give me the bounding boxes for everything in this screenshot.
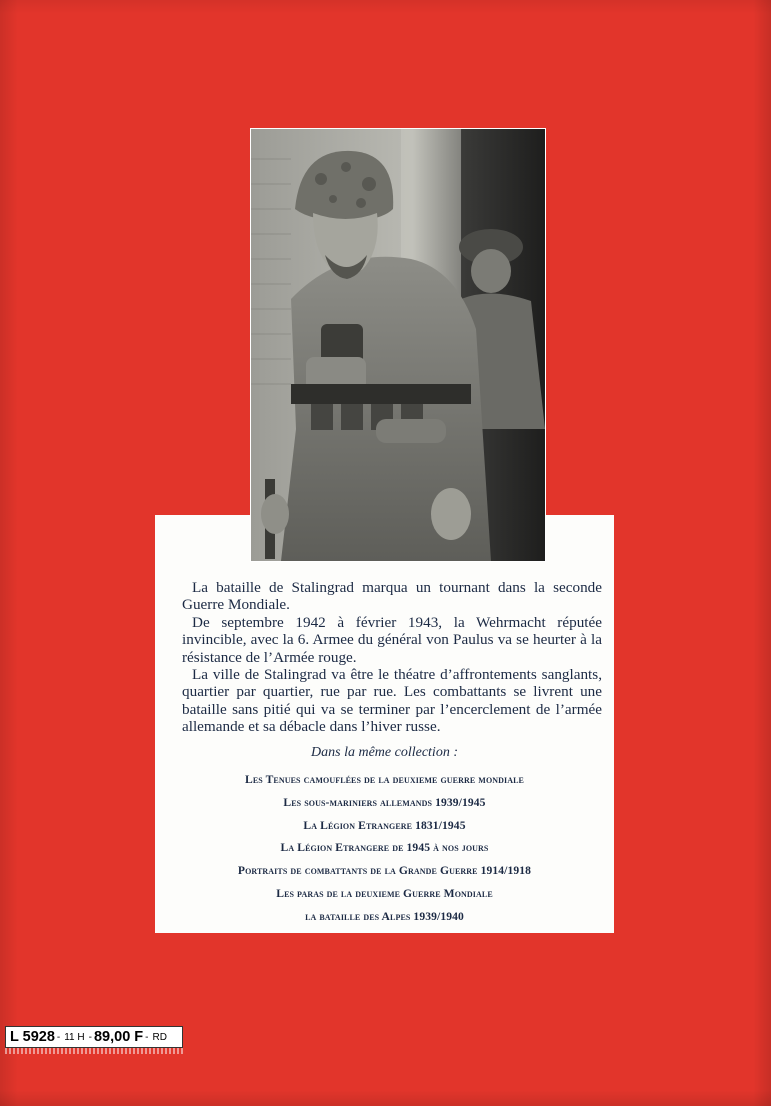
collection-title: Les sous-mariniers allemands 1939/1945 — [283, 795, 486, 809]
collection-title: La Légion Etrangere 1831/1945 — [303, 818, 466, 832]
price-separator: - — [88, 1031, 92, 1043]
text-panel — [155, 515, 614, 933]
collection-list — [155, 769, 614, 929]
price-separator: - — [145, 1031, 149, 1043]
collection-title: Les paras de la deuxieme Guerre Mondiale — [276, 886, 493, 900]
issue-code: 11 H — [64, 1031, 85, 1043]
synopsis-paragraph: De septembre 1942 à février 1943, la Wehrmacht réputée invincible, avec la 6. Armee du général von Paulus va se heurter à la résistance de l’Armée rouge. — [182, 613, 602, 666]
synopsis-paragraph: La ville de Stalingrad va être le théatre d’affrontements sanglants, quartier par quartier, rue par rue. Les combattants se livrent une bataille sans pitié qui va se terminer par l’encerclement de l’armée allemande et sa débacle dans l’hiver russe. — [182, 666, 602, 736]
distribution-code: RD — [152, 1031, 167, 1043]
collection-intro: Dans la même collection : — [311, 745, 458, 760]
collection-title: Les Tenues camouflées de la deuxieme guerre mondiale — [244, 773, 524, 786]
collection-title: la bataille des Alpes 1939/1940 — [305, 909, 464, 923]
synopsis-paragraph: La bataille de Stalingrad marqua un tournant dans la seconde Guerre Mondiale. — [182, 579, 602, 614]
sticker-residue — [5, 1048, 183, 1054]
product-code: L 5928 — [10, 1029, 55, 1045]
soldier-photo — [250, 128, 546, 562]
price-separator: - — [56, 1031, 61, 1043]
synopsis — [182, 579, 602, 736]
soldier-photo-illustration — [251, 129, 545, 561]
price-sticker — [5, 1026, 183, 1048]
collection-title: La Légion Etrangere de 1945 à nos jours — [280, 841, 489, 855]
price: 89,00 F — [93, 1029, 144, 1045]
collection-title: Portraits de combattants de la Grande Guerre 1914/1918 — [237, 864, 532, 878]
